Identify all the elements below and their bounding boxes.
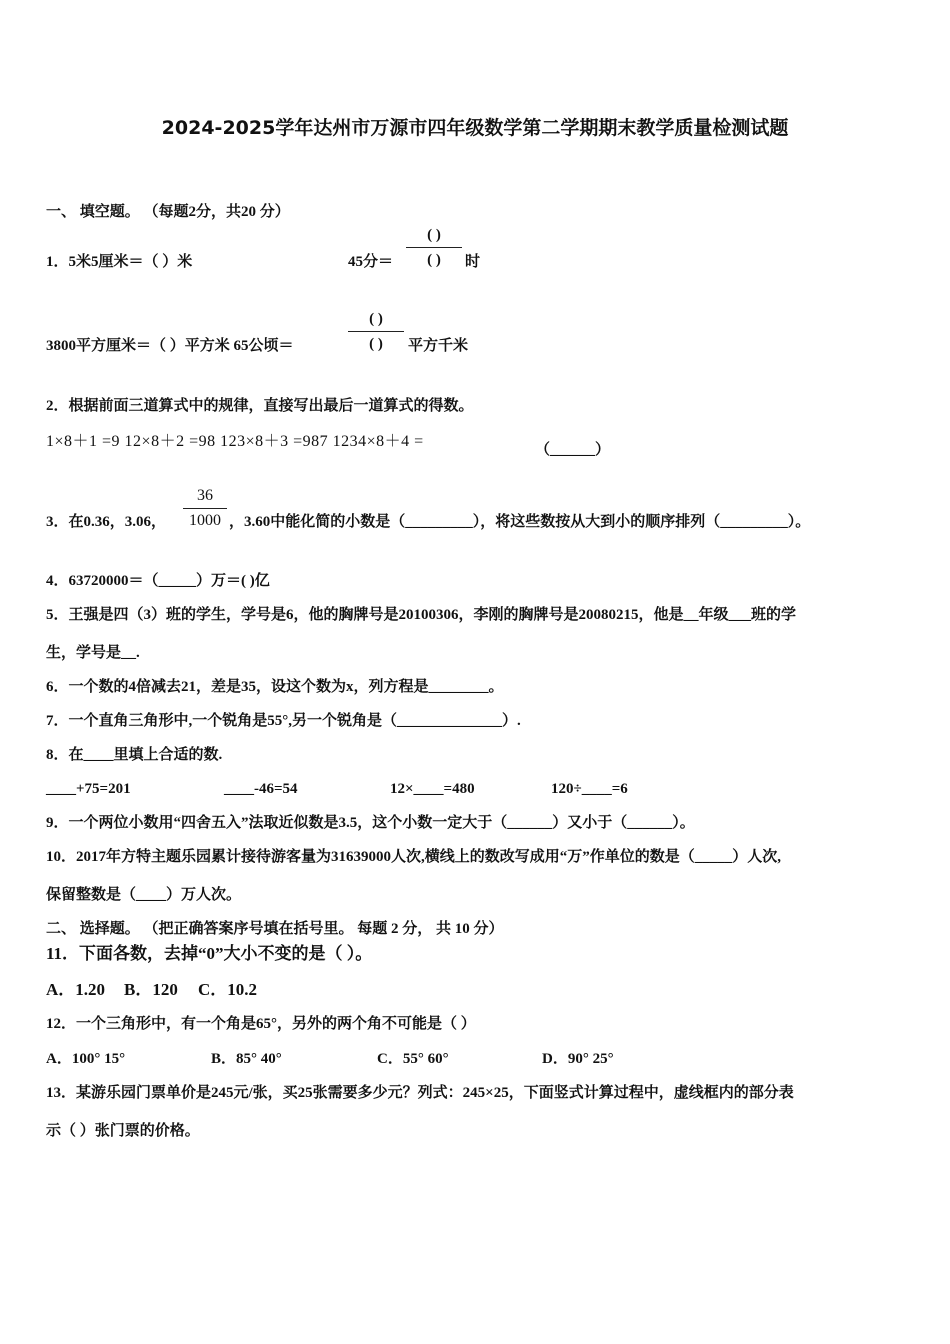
q3-fraction-numerator: 36: [197, 487, 213, 504]
q8-item: ____+75=201: [46, 781, 131, 797]
q1-part-b-prefix: 45分＝: [348, 254, 394, 270]
q8-item: 12×____=480: [390, 781, 475, 797]
q3-fraction-denominator: 1000: [189, 512, 221, 529]
q12-option-d: D．90° 25°: [542, 1051, 614, 1067]
q11-option-a: A．1.20: [46, 980, 106, 999]
section-1-heading: 一、 填空题。 （每题2分，共20 分）: [46, 204, 290, 220]
q6-text: 6．一个数的4倍减去21，差是35，设这个数为x，列方程是________。: [46, 679, 504, 695]
q8-item: ____-46=54: [224, 781, 298, 797]
q13-line-1: 13．某游乐园门票单价是245元/张，买25张需要多少元？列式：245×25，下面竖式计算过程中，虚线框内的部分表: [46, 1085, 794, 1101]
q1-fraction-km2-numerator: ( ): [369, 311, 383, 327]
fraction-bar: [348, 331, 404, 332]
fraction-bar: [183, 508, 227, 509]
q12-option-a: A．100° 15°: [46, 1051, 126, 1067]
q3-fraction: [183, 486, 227, 531]
q1-fraction-hours-numerator: ( ): [427, 227, 441, 243]
q10-line-2: 保留整数是（____）万人次。: [46, 887, 242, 903]
q1-fraction-km2: [348, 309, 404, 354]
q4-text: 4．63720000＝（_____）万＝( )亿: [46, 573, 270, 589]
q11-text: 11．下面各数，去掉“0”大小不变的是（ ）。: [46, 944, 373, 963]
q8-item: 120÷____=6: [551, 781, 628, 797]
q12-option-b: B．85° 40°: [211, 1051, 282, 1067]
q7-text: 7．一个直角三角形中,一个锐角是55°,另一个锐角是（______________）.: [46, 713, 521, 729]
q3-suffix: ，3.60中能化简的小数是（_________），将这些数按从大到小的顺序排列（_________）。: [229, 514, 811, 530]
q1-part-c: 3800平方厘米＝（ ）平方米 65公顷＝: [46, 338, 294, 354]
q3-prefix: 3．在0.36，3.06，: [46, 514, 167, 530]
q5-line-2: 生，学号是__.: [46, 645, 140, 661]
q1-fraction-hours-denominator: ( ): [427, 252, 441, 268]
q5-line-1: 5．王强是四（3）班的学生，学号是6，他的胸牌号是20100306，李刚的胸牌号是20080215，他是__年级___班的学: [46, 607, 797, 623]
q12-option-c: C．55° 60°: [377, 1051, 449, 1067]
q2-answer-blank: （______）: [535, 442, 611, 458]
q1-fraction-hours: [406, 225, 462, 270]
q10-line-1: 10．2017年方特主题乐园累计接待游客量为31639000人次,横线上的数改写成用“万”作单位的数是（_____）人次,: [46, 849, 782, 865]
q1-fraction-km2-denominator: ( ): [369, 336, 383, 352]
page-title: 2024-2025学年达州市万源市四年级数学第二学期期末教学质量检测试题: [161, 117, 789, 139]
q2-equations: 1×8＋1 =9 12×8＋2 =98 123×8＋3 =987 1234×8＋4 =: [46, 433, 424, 450]
fraction-bar: [406, 247, 462, 248]
section-2-heading: 二、 选择题。 （把正确答案序号填在括号里。 每题 2 分， 共 10 分）: [46, 921, 504, 937]
q12-text: 12．一个三角形中，有一个角是65°，另外的两个角不可能是（ ）: [46, 1016, 476, 1032]
q11-option-b: B．120: [124, 980, 178, 999]
q1-part-a: 1．5米5厘米＝（ ）米: [46, 254, 193, 270]
q1-part-b-suffix: 时: [465, 254, 481, 270]
q13-line-2: 示（ ）张门票的价格。: [46, 1123, 200, 1139]
q8-text: 8．在____里填上合适的数.: [46, 747, 223, 763]
q2-text: 2．根据前面三道算式中的规律，直接写出最后一道算式的得数。: [46, 398, 474, 414]
q9-text: 9．一个两位小数用“四舍五入”法取近似数是3.5，这个小数一定大于（______）又小于（______）。: [46, 815, 695, 831]
q11-option-c: C．10.2: [198, 980, 258, 999]
q1-part-c-suffix: 平方千米: [408, 338, 469, 354]
